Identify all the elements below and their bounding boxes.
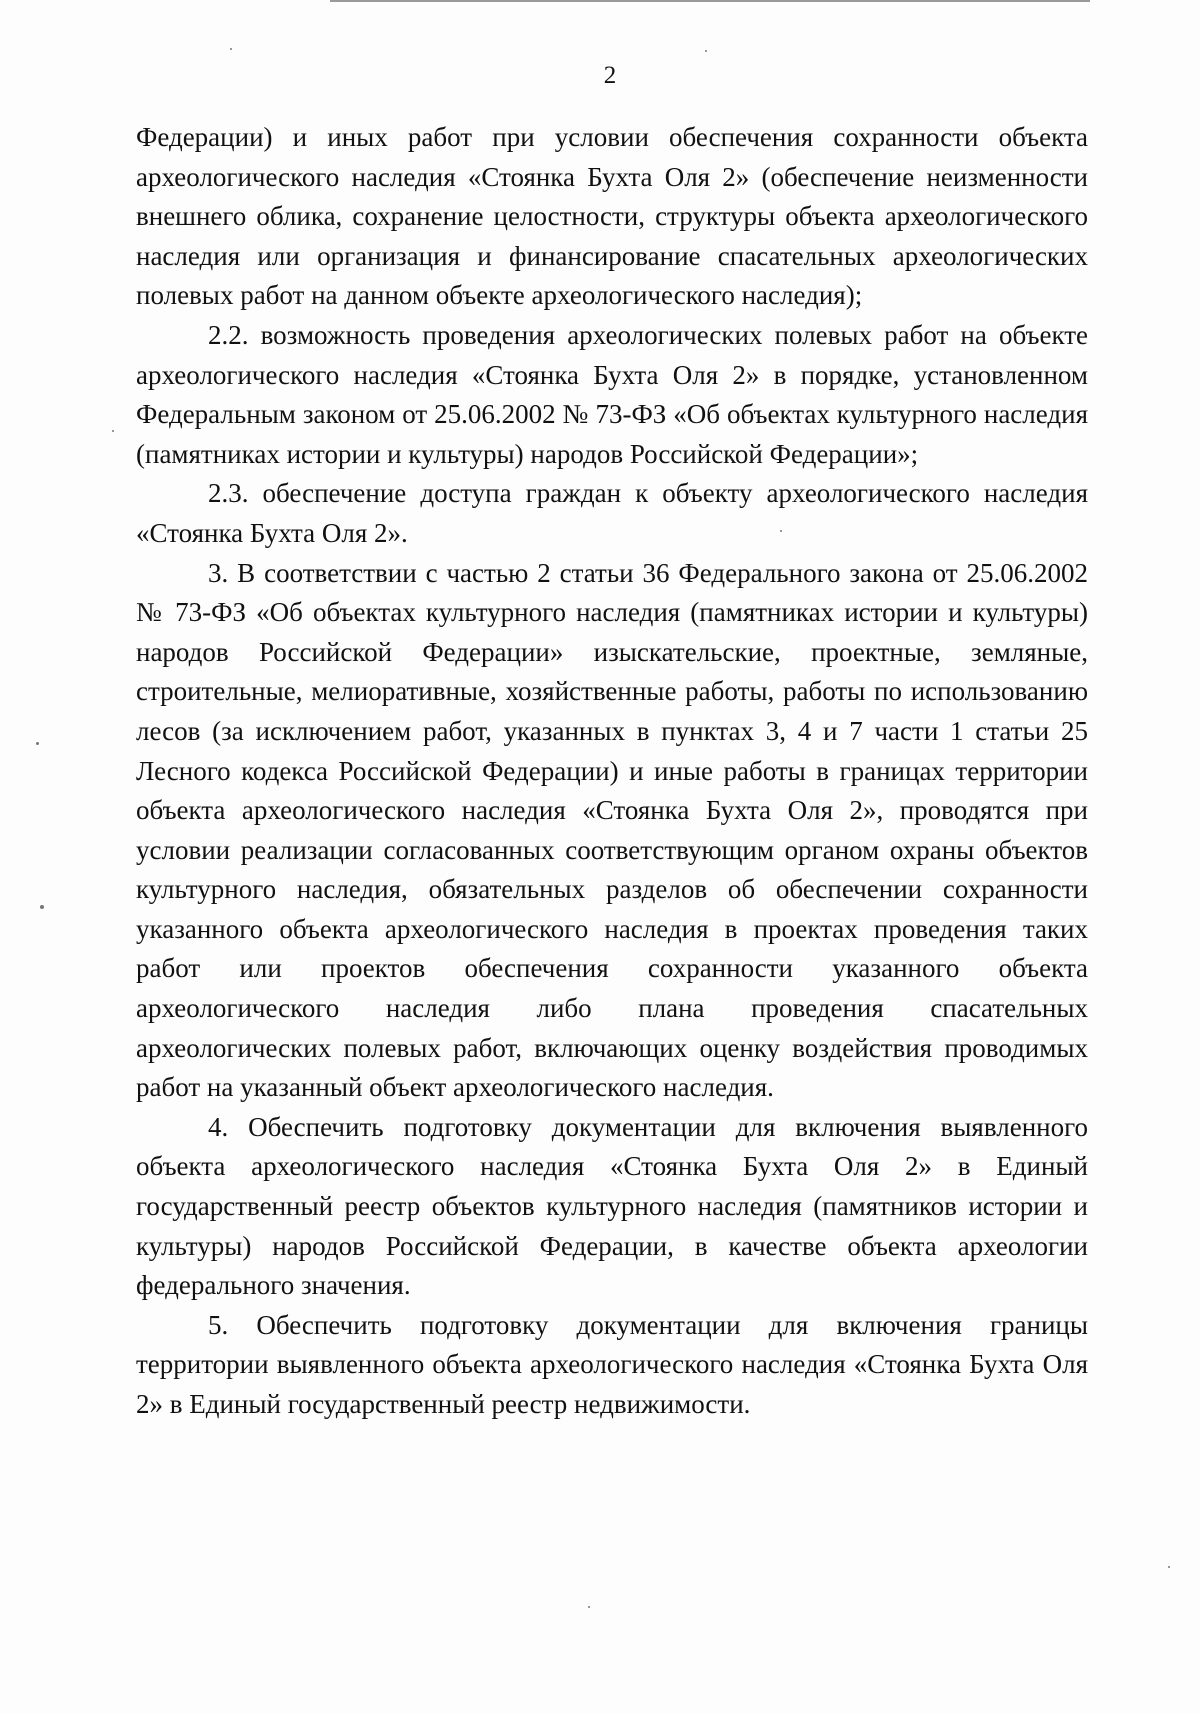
scan-speck: [780, 530, 782, 532]
paragraph-3: 3. В соответствии с частью 2 статьи 36 Федерального закона от 25.06.2002 № 73-ФЗ «Об объектах культурного наследия (памятниках истории и культуры) народов Российской Федерации» изыскательские, проектные, земляные, строительные, мелиоративные, хозяйственные работы, работы по использованию лесов (за исключением работ, указанных в пунктах 3, 4 и 7 части 1 статьи 25 Лесного кодекса Российской Федерации) и иные работы в границах территории объекта археологического наследия «Стоянка Бухта Оля 2», проводятся при условии реализации согласованных соответствующим органом охраны объектов культурного наследия, обязательных разделов об обеспечении сохранности указанного объекта археологического наследия в проектах проведения таких работ или проектов обеспечения сохранности указанного объекта археологического наследия либо плана проведения спасательных археологических полевых работ, включающих оценку воздействия проводимых работ на указанный объект археологического наследия.: [136, 557, 1088, 1103]
scan-speck: [112, 430, 114, 432]
scan-speck: [588, 1606, 590, 1608]
paragraph-2-2: 2.2. возможность проведения археологических полевых работ на объекте археологического наследия «Стоянка Бухта Оля 2» в порядке, установленном Федеральным законом от 25.06.2002 № 73-ФЗ «Об объектах культурного наследия (памятниках истории и культуры) народов Российской Федерации»;: [136, 319, 1088, 469]
scan-speck: [230, 48, 232, 50]
scan-top-edge-line: [330, 0, 1090, 2]
document-body: [136, 118, 1088, 1425]
page-number: 2: [603, 62, 617, 89]
scan-speck: [36, 742, 39, 745]
scan-speck: [40, 905, 44, 909]
paragraph-5: 5. Обеспечить подготовку документации для включения границы территории выявленного объекта археологического наследия «Стоянка Бухта Оля 2» в Единый государственный реестр недвижимости.: [136, 1309, 1088, 1419]
scan-speck: [1168, 1566, 1170, 1568]
paragraph-continuation: Федерации) и иных работ при условии обеспечения сохранности объекта археологического наследия «Стоянка Бухта Оля 2» (обеспечение неизменности внешнего облика, сохранение целостности, структуры объекта археологического наследия или организация и финансирование спасательных археологических полевых работ на данном объекте археологического наследия);: [136, 122, 1088, 311]
scan-speck: [705, 50, 707, 52]
paragraph-4: 4. Обеспечить подготовку документации для включения выявленного объекта археологического наследия «Стоянка Бухта Оля 2» в Единый государственный реестр объектов культурного наследия (памятников истории и культуры) народов Российской Федерации, в качестве объекта археологии федерального значения.: [136, 1111, 1088, 1301]
paragraph-2-3: 2.3. обеспечение доступа граждан к объекту археологического наследия «Стоянка Бухта Оля 2».: [136, 478, 1088, 548]
